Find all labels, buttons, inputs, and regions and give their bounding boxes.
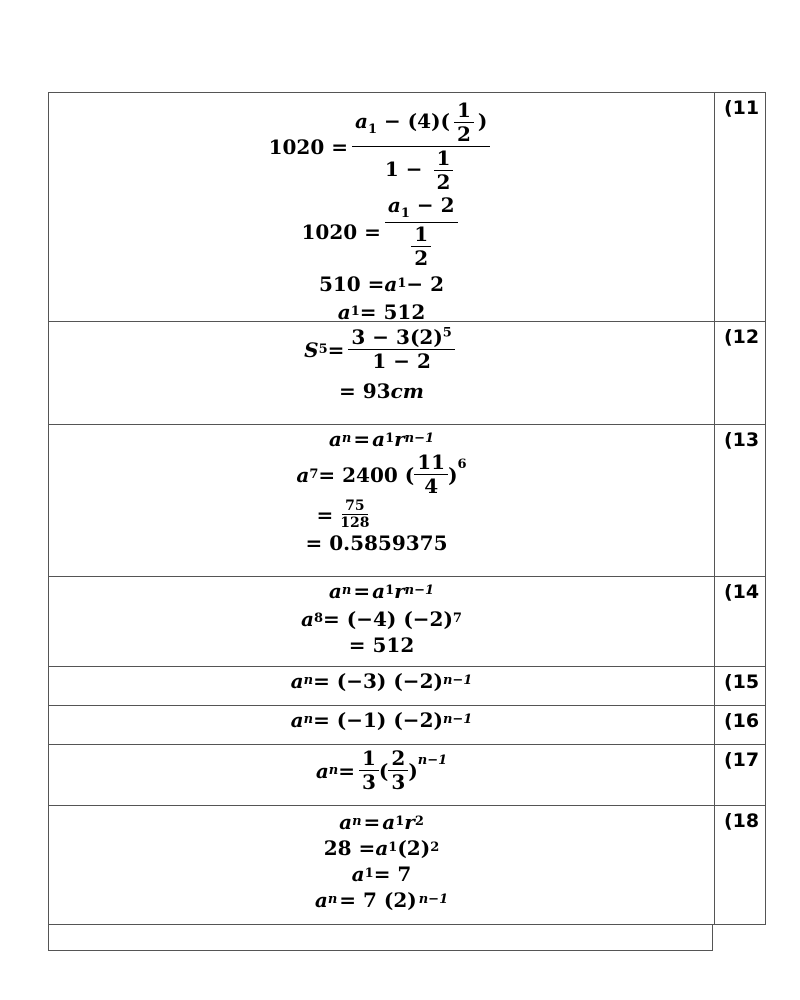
- variable: a: [375, 836, 389, 860]
- variable: r: [404, 810, 415, 834]
- subscript: n: [328, 762, 339, 778]
- answer-row-16: [48, 705, 766, 745]
- subscript: n: [303, 673, 314, 689]
- term: =: [338, 758, 355, 783]
- subscript: n: [341, 583, 352, 599]
- fraction: [352, 99, 490, 194]
- equation-line: [329, 427, 434, 451]
- term: = 93: [339, 379, 391, 403]
- equation-line: [349, 633, 414, 657]
- exponent: 5: [442, 325, 452, 341]
- variable: a: [328, 427, 342, 451]
- equation-line: [352, 862, 412, 886]
- variable: a: [387, 193, 401, 217]
- fraction: [337, 498, 372, 531]
- answer-row-15: [48, 666, 766, 706]
- exponent: 2: [414, 814, 424, 830]
- term: =: [327, 337, 345, 362]
- exponent: n−1: [404, 431, 435, 447]
- fraction-numerator: 11: [414, 451, 448, 475]
- subscript: 1: [395, 814, 405, 830]
- variable: a: [290, 708, 304, 732]
- answer-row-18: [48, 805, 766, 925]
- subscript: n: [341, 431, 352, 447]
- variable: a: [290, 669, 304, 693]
- exponent: 7: [452, 611, 462, 627]
- term: ): [448, 462, 458, 487]
- exponent: n−1: [418, 892, 449, 908]
- variable: a: [314, 888, 328, 912]
- equation-line: [291, 708, 473, 732]
- variable: a: [382, 810, 396, 834]
- variable: a: [301, 607, 314, 631]
- term: =: [363, 810, 381, 834]
- variable: a: [339, 810, 353, 834]
- exponent: n−1: [417, 753, 448, 768]
- subscript: n: [303, 712, 314, 728]
- variable: a: [328, 579, 342, 603]
- fraction-denominator: 3: [362, 770, 376, 794]
- fraction-numerator: 75: [342, 498, 367, 515]
- subscript: n: [352, 814, 362, 830]
- question-number: (17: [724, 749, 760, 771]
- equation-line: [316, 747, 447, 794]
- fraction-denominator: 2: [457, 122, 471, 146]
- term: = 7 (2): [339, 888, 417, 912]
- fraction-denominator: 2: [414, 245, 429, 270]
- variable: a: [337, 299, 351, 324]
- subscript: 1: [388, 840, 398, 856]
- equation-lhs: 510 =: [318, 271, 385, 296]
- answer-cell: [49, 806, 715, 924]
- term: = 7: [373, 862, 412, 886]
- equation-line: [339, 810, 424, 834]
- answer-row-12: [48, 321, 766, 425]
- answer-row-14: [48, 576, 766, 667]
- equation-line: [301, 194, 461, 270]
- fraction-numerator: 1: [454, 99, 474, 123]
- subscript: 8: [313, 611, 324, 627]
- question-number: (11: [724, 97, 760, 119]
- subscript: 5: [318, 341, 328, 357]
- equation-line: [339, 379, 424, 403]
- term: =: [353, 427, 371, 451]
- fraction: [385, 194, 458, 270]
- exponent: 2: [430, 840, 440, 856]
- fraction-denominator: 128: [340, 515, 370, 532]
- fraction-numerator: 1: [359, 747, 379, 771]
- equation-line: [319, 272, 444, 296]
- variable: a: [315, 758, 329, 783]
- equation-line: [291, 669, 473, 693]
- variable: a: [296, 462, 310, 487]
- fraction-numerator: 3 − 3(2): [351, 325, 443, 349]
- term: = 512: [359, 299, 426, 324]
- exponent: 6: [457, 457, 467, 472]
- term: (2): [397, 836, 431, 860]
- term: ): [477, 109, 488, 133]
- subscript: 1: [397, 276, 407, 292]
- equation-lhs: 1020 =: [301, 219, 381, 244]
- equation-line: [317, 498, 377, 531]
- fraction-numerator: 1: [434, 147, 454, 171]
- question-number: (15: [724, 671, 760, 693]
- equation-line: [301, 607, 462, 631]
- fraction-denominator: 2: [436, 170, 451, 194]
- answer-row-17: [48, 744, 766, 806]
- exponent: n−1: [404, 583, 435, 599]
- question-number: (14: [724, 581, 760, 603]
- equation-line: [324, 836, 439, 860]
- question-number: (16: [724, 710, 760, 732]
- variable: a: [384, 271, 398, 296]
- fraction-numerator: 1: [411, 223, 431, 247]
- term: =: [353, 579, 371, 603]
- subscript: 1: [350, 304, 360, 320]
- equation-line: [305, 531, 447, 555]
- term: (: [378, 758, 389, 783]
- fraction: [348, 326, 454, 373]
- equation-line: [329, 579, 434, 603]
- subscript: 1: [385, 583, 395, 599]
- subscript: n: [327, 892, 338, 908]
- fraction-denominator: 3: [391, 770, 406, 794]
- answer-row-11: [48, 92, 766, 322]
- term: = 512: [348, 633, 415, 657]
- subscript: 7: [309, 466, 319, 482]
- term: ): [408, 758, 418, 783]
- equation-lhs: 28 =: [323, 836, 376, 860]
- answer-cell: [49, 706, 715, 744]
- term: =: [316, 502, 334, 527]
- exponent: n−1: [442, 712, 473, 728]
- subscript: 1: [364, 866, 374, 882]
- term: − 2: [406, 271, 445, 296]
- equation-line: [296, 451, 466, 498]
- term: 1 −: [384, 157, 430, 181]
- term: = 0.5859375: [305, 531, 448, 556]
- variable: r: [394, 427, 405, 451]
- subscript: 1: [385, 431, 395, 447]
- unit: cm: [390, 379, 424, 403]
- equation-lhs: 1020 =: [268, 134, 348, 159]
- subscript: 1: [400, 206, 410, 221]
- fraction-denominator: 1 − 2: [372, 349, 431, 373]
- subscript: 1: [367, 122, 377, 137]
- question-number: (13: [724, 429, 760, 451]
- exponent: n−1: [442, 673, 473, 689]
- term: = (−3) (−2): [313, 669, 443, 693]
- answer-cell: [49, 745, 715, 805]
- answer-cell: [49, 577, 715, 666]
- answer-cell: [49, 425, 715, 576]
- term: − (4)(: [377, 109, 450, 133]
- variable: a: [351, 862, 365, 886]
- variable: r: [394, 579, 405, 603]
- term: = (−4) (−2): [323, 607, 453, 631]
- equation-line: [304, 326, 459, 373]
- equation-line: [269, 99, 495, 194]
- variable: a: [372, 579, 386, 603]
- answer-cell: [49, 667, 715, 705]
- answer-cell: [49, 93, 715, 324]
- term: = 2400 (: [318, 462, 415, 487]
- equation-line: [315, 888, 448, 912]
- variable: a: [354, 109, 368, 133]
- empty-row: [48, 924, 713, 951]
- answer-row-13: [48, 424, 766, 577]
- variable: S: [304, 337, 319, 362]
- answer-cell: [49, 322, 715, 424]
- variable: a: [372, 427, 386, 451]
- fraction-numerator: 2: [388, 747, 408, 771]
- term: − 2: [409, 193, 455, 217]
- question-number: (12: [724, 326, 760, 348]
- fraction-denominator: 4: [424, 474, 439, 498]
- term: = (−1) (−2): [313, 708, 443, 732]
- question-number: (18: [724, 810, 760, 832]
